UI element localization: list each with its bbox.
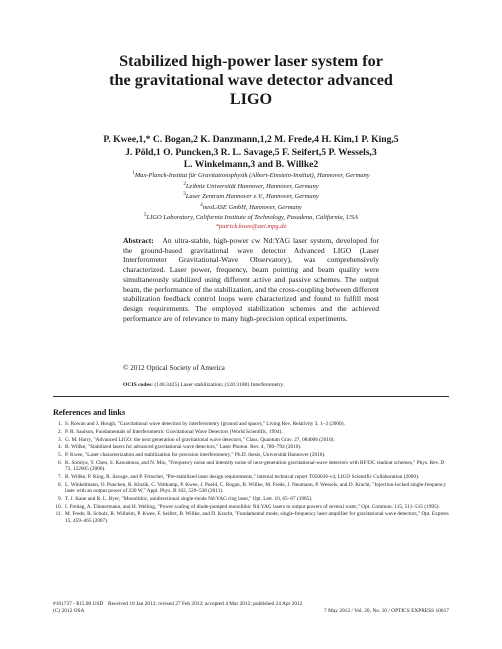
- affiliation: $^3$Laser Zentrum Hannover e.V., Hannover, Germany: [183, 192, 319, 201]
- abstract: [123, 236, 379, 323]
- reference-item: 11. M. Frede, B. Schulz, R. Wilhelm, P. Kwee, F. Seifert, B. Willke, and D. Kracht, "Fundamental mode, single-frequency laser amplifier for gravitational wave detectors," Opt. Express 15, 459–465 (2007).: [55, 511, 449, 524]
- section-divider: [53, 396, 449, 397]
- footer-copyright: (C) 2012 OSA: [53, 608, 85, 615]
- copyright: © 2012 Optical Society of America: [123, 364, 225, 372]
- abstract-text: An ultra-stable, high-power cw Nd:YAG laser system, developed for the ground-based gravitational wave detector Advanced LIGO (Laser Interferometer Gravitational-Wave Observatory), was comprehensively characterized. Laser power, frequency, beam pointing and beam quality were simultaneously stabilized using different active and passive schemes. The output beam, the performance of the stabilization, and the cross-coupling between different stabilization feedback control loops were characterized and found to fulfill most design requirements. The employed stabilization schemes and the achieved performance are of relevance to many high-precision optical experiments.: [123, 236, 379, 323]
- affiliations: [60, 170, 442, 231]
- ocis-label: OCIS codes:: [123, 382, 153, 388]
- affiliation: $^2$Leibniz Universität Hannover, Hannover, Germany: [183, 181, 319, 190]
- references-heading: References and links: [53, 408, 126, 417]
- reference-item: 4. B. Willke, "Stabilized lasers for advanced gravitational wave detectors," Laser Photon. Rev. 4, 780–794 (2010).: [58, 444, 302, 451]
- affiliation: $^5$LIGO Laboratory, California Institute of Technology, Pasadena, California, USA: [144, 213, 358, 222]
- corresponding-email[interactable]: *patrick.kwee@aei.mpg.de: [215, 222, 287, 230]
- author-line: L. Winkelmann,3 and B. Willke2: [183, 159, 319, 170]
- ocis-text: (140.3425) Laser stabilization; (120.3180) Interferometry.: [154, 382, 285, 388]
- reference-item: 1. S. Rowan and J. Hough, "Gravitational wave detection by interferometry (ground and space)," Living Rev. Relativity 3, 1–3 (2000).: [58, 421, 345, 427]
- author-line: P. Kwee,1,* C. Bogan,2 K. Danzmann,1,2 M. Frede,4 H. Kim,1 P. King,5: [103, 134, 399, 145]
- affiliation: $^1$Max-Planck-Institut für Gravitationsphysik (Albert-Einstein-Institut), Hannover, Germany: [132, 171, 370, 180]
- affiliation: $^4$neoLASE GmbH, Hannover, Germany: [200, 202, 302, 211]
- footer-price: #161737 - $15.00 USD: [53, 601, 104, 607]
- footer-row: [53, 608, 449, 615]
- reference-item: 7. B. Willke, P. King, R. Savage, and P. Fritschel, "Pre-stabilized laser design requirements," internal technical report T050036-v4, LIGO Scientific Collaboration (2009).: [58, 473, 420, 480]
- title-line: the gravitational wave detector advanced: [109, 71, 393, 89]
- reference-item: 3. G. M. Harry, "Advanced LIGO: the next generation of gravitational wave detectors," Class. Quantum Grav. 27, 084006 (2010).: [58, 436, 335, 443]
- reference-item: 2. P. R. Saulson, Fundamentals of Interferometric Gravitational Wave Detectors (World Scientific, 1994).: [58, 428, 283, 435]
- paper-title: [60, 52, 442, 109]
- title-line: Stabilized high-power laser system for: [119, 52, 383, 70]
- author-line: J. Pöld,1 O. Puncken,3 R. L. Savage,5 F. Seifert,5 P. Wessels,3: [125, 146, 377, 158]
- footer-citation: 7 May 2012 / Vol. 20, No. 10 / OPTICS EXPRESS 10617: [324, 608, 449, 615]
- author-list: [60, 134, 442, 172]
- title-line: LIGO: [229, 90, 273, 108]
- page-footer: [53, 601, 449, 616]
- footer-row: [53, 601, 449, 608]
- reference-item: 8. L. Winkelmann, O. Puncken, R. Kluzik, C. Veltkamp, P. Kwee, J. Poeld, C. Bogan, B. Willke, M. Frede, J. Neumann, P. Wessels, and D. Kracht, "Injection-locked single-frequency laser with an output power of 220 W," Appl. Phys. B 102, 529–538 (2011).: [58, 481, 447, 495]
- footer-history: Received 18 Jan 2012; revised 27 Feb 2012; accepted 4 Mar 2012; published 24 Apr 2012: [108, 601, 303, 607]
- abstract-label: Abstract:: [123, 236, 154, 245]
- ocis-codes: [123, 382, 379, 389]
- reference-list: [53, 421, 449, 526]
- reference-item: 10. I. Freitag, A. Tünnermann, and H. Welling, "Power scaling of diode-pumped monolithic Nd:YAG lasers to output powers of several watts," Opt. Commun. 115, 511–515 (1995).: [55, 503, 440, 510]
- reference-item: 9. T. J. Kane and R. L. Byer, "Monolithic, unidirectional single-mode Nd:YAG ring laser," Opt. Lett. 10, 65–67 (1985).: [58, 495, 313, 502]
- reference-item: 5. P. Kwee, "Laser characterization and stabilization for precision interferometry," Ph.D. thesis, Universität Hannover (2010).: [58, 452, 326, 458]
- reference-item: 6. K. Somiya, Y. Chen, S. Kawamura, and N. Mio, "Frequency noise and intensity noise of next-generation gravitational-wave detectors with RF/DC readout schemes," Phys. Rev. D 73, 122005 (2006).: [58, 459, 445, 473]
